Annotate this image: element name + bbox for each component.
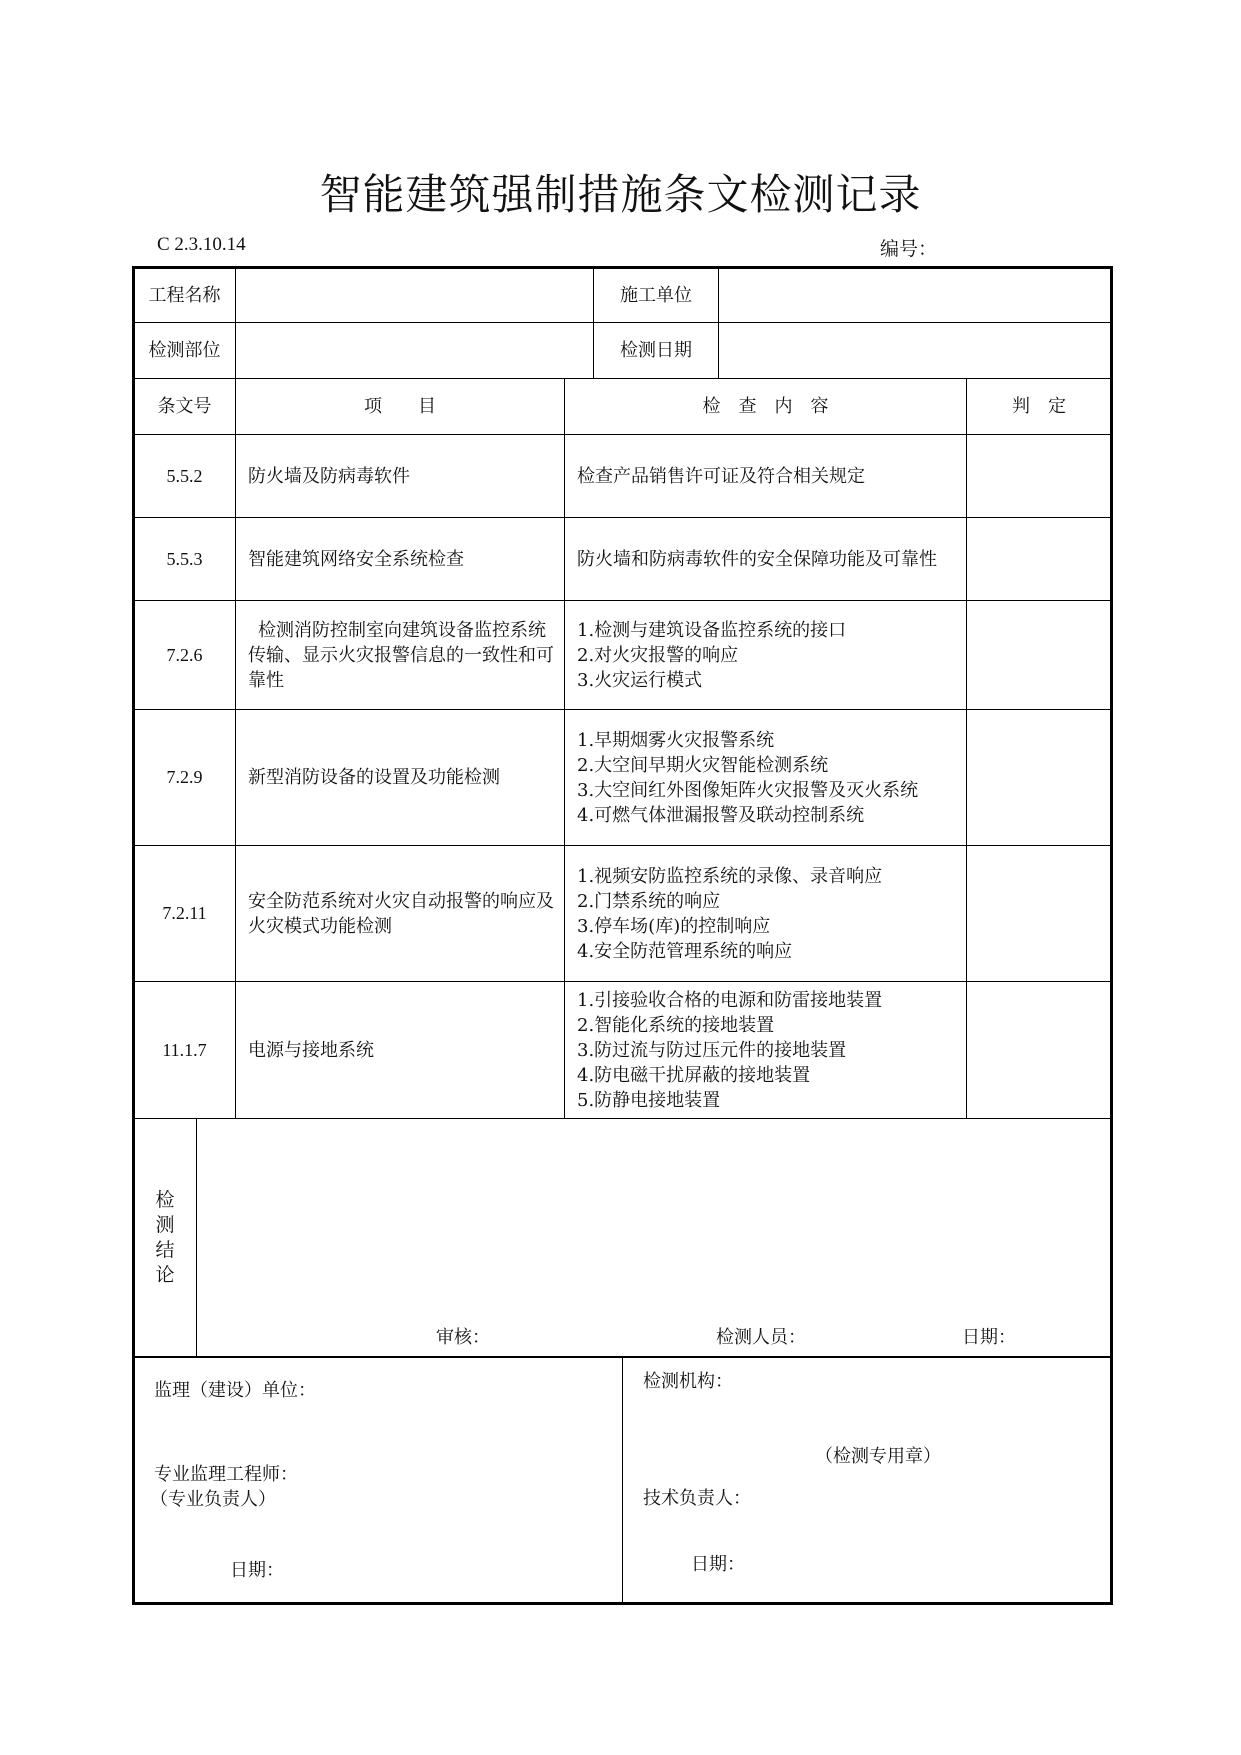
responsible-person-label: （专业负责人） [150, 1489, 276, 1510]
construction-unit-field[interactable] [719, 268, 1111, 322]
conclusion-text-area[interactable] [200, 1122, 1108, 1322]
content-line: 4.可燃气体泄漏报警及联动控制系统 [577, 804, 865, 826]
reviewer-label: 审核： [436, 1327, 490, 1348]
content-line: 3.停车场(库)的控制响应 [577, 915, 771, 937]
form-code: C 2.3.10.14 [157, 234, 246, 255]
table-row-judgment[interactable] [967, 710, 1111, 845]
inspector-label: 检测人员： [716, 1327, 806, 1348]
column-header-clause: 条文号 [157, 396, 212, 417]
content-line: 5.防静电接地装置 [577, 1089, 721, 1111]
column-header-content: 检 查 内 容 [702, 396, 829, 417]
content-line: 4.安全防范管理系统的响应 [577, 940, 793, 962]
table-row-content [565, 710, 966, 845]
conclusion-char: 检 [155, 1189, 175, 1211]
table-row-judgment[interactable] [967, 601, 1111, 709]
table-row-judgment[interactable] [967, 435, 1111, 517]
table-row-clause: 7.2.11 [162, 903, 207, 923]
table-row-content [565, 982, 966, 1118]
table-row-content [565, 518, 966, 600]
table-row-item: 防火墙及防病毒软件 [248, 465, 410, 487]
content-line: 3.大空间红外图像矩阵火灾报警及灭火系统 [577, 779, 919, 801]
supervision-unit-label: 监理（建设）单位： [154, 1380, 316, 1401]
table-row-clause: 7.2.6 [166, 644, 203, 665]
table-row-judgment[interactable] [967, 518, 1111, 600]
content-line: 2.对火灾报警的响应 [577, 644, 739, 666]
table-row-clause: 11.1.7 [162, 1039, 207, 1060]
inspection-date-label: 检测日期 [620, 340, 692, 361]
content-line: 1.视频安防监控系统的录像、录音响应 [577, 865, 883, 887]
content-line: 检查产品销售许可证及符合相关规定 [577, 465, 865, 487]
technical-lead-label: 技术负责人： [643, 1488, 751, 1509]
content-line: 1.检测与建筑设备监控系统的接口 [577, 619, 847, 641]
table-row-item: 检测消防控制室向建筑设备监控系统传输、显示火灾报警信息的一致性和可靠性 [248, 619, 554, 691]
content-line: 4.防电磁干扰屏蔽的接地装置 [577, 1064, 811, 1086]
content-line: 2.智能化系统的接地装置 [577, 1014, 775, 1036]
serial-number-label: 编号： [880, 238, 938, 260]
table-row-judgment[interactable] [967, 982, 1111, 1118]
inspection-date-field[interactable] [719, 323, 1111, 378]
column-header-item: 项 目 [364, 396, 436, 417]
table-row-item: 智能建筑网络安全系统检查 [248, 548, 464, 570]
content-line: 防火墙和防病毒软件的安全保障功能及可靠性 [577, 548, 937, 570]
conclusion-char: 论 [155, 1264, 175, 1286]
conclusion-date-label: 日期： [962, 1327, 1016, 1348]
right-date-label: 日期： [691, 1554, 745, 1575]
table-row-item: 安全防范系统对火灾自动报警的响应及火灾模式功能检测 [248, 890, 554, 937]
page-title: 智能建筑强制措施条文检测记录 [319, 170, 922, 219]
table-row-item: 电源与接地系统 [248, 1039, 374, 1061]
seal-label: （检测专用章） [815, 1446, 941, 1467]
table-row-item: 新型消防设备的设置及功能检测 [248, 767, 500, 788]
conclusion-label [155, 1188, 175, 1288]
table-row-clause: 5.5.2 [166, 465, 203, 486]
content-line: 1.早期烟雾火灾报警系统 [577, 729, 775, 751]
left-date-label: 日期： [230, 1560, 284, 1581]
supervising-engineer-label: 专业监理工程师： [154, 1464, 298, 1485]
project-name-field[interactable] [236, 268, 593, 322]
table-row-judgment[interactable] [967, 846, 1111, 981]
content-line: 3.火灾运行模式 [577, 669, 703, 691]
project-name-label: 工程名称 [148, 284, 221, 306]
conclusion-char: 结 [155, 1239, 175, 1261]
table-row-content [565, 846, 966, 981]
institution-label: 检测机构： [643, 1371, 733, 1392]
content-line: 2.门禁系统的响应 [577, 890, 721, 912]
conclusion-char: 测 [155, 1214, 175, 1236]
content-line: 2.大空间早期火灾智能检测系统 [577, 754, 829, 776]
inspection-part-label: 检测部位 [148, 340, 221, 361]
table-row-content [565, 435, 966, 517]
table-row-content [565, 601, 966, 709]
content-line: 1.引接验收合格的电源和防雷接地装置 [577, 989, 883, 1011]
construction-unit-label: 施工单位 [620, 284, 692, 306]
column-header-judgment: 判 定 [1012, 396, 1066, 417]
inspection-part-field[interactable] [236, 323, 593, 378]
table-row-clause: 7.2.9 [166, 767, 203, 787]
table-row-clause: 5.5.3 [166, 548, 203, 569]
content-line: 3.防过流与防过压元件的接地装置 [577, 1039, 847, 1061]
